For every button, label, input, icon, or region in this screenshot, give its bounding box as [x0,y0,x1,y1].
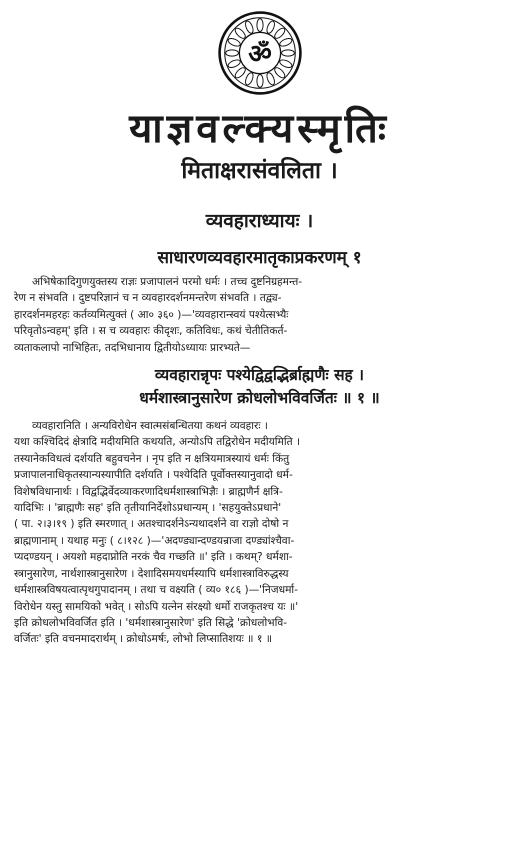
emblem-petal [281,50,294,56]
emblem-petal [278,37,292,48]
commentary-line: वर्जितः' इति वचनमादरार्थम् । क्रोधोऽमर्षः, लोभो लिप्सातिशयः ॥ १ ॥ [14,633,273,646]
emblem-petal [227,58,241,69]
chapter-heading: व्यवहाराध्यायः । [205,210,314,232]
emblem-petal [256,19,262,32]
intro-paragraph [14,274,505,356]
emblem-petal [243,20,254,34]
commentary-paragraph [14,418,505,648]
page-title: याज्ञवल्क्यस्मृतिः [129,106,390,152]
intro-line: अभिषेकादिगुणयुक्तस्य राज्ञः प्रजापालनं परमो धर्मः । तच्च दुष्टनिग्रहमन्त- [32,276,303,288]
om-glyph: ॐ [247,39,272,70]
emblem-petal [256,75,262,88]
emblem-container [14,0,505,96]
verse-line: धर्मशास्त्रानुसारेण क्रोधलोभविवर्जितः ॥ १ ॥ [139,389,380,408]
commentary-line: तस्यानेकविधत्वं दर्शयति बहुवचनेन । नृप इति न क्षत्रियमात्रस्यायं धर्मः किंतु [14,452,290,465]
emblem-petal [225,50,238,56]
commentary-line: ( पा. २।३।१९ ) इति स्मरणात् । अतश्चादर्शनेऽन्यथादर्शने वा राज्ञो दोषो न [14,518,289,531]
commentary-line: यथा कश्चिदिदं क्षेत्रादि मदीयमिति कथयति, अन्योऽपि तद्विरोधेन मदीयमिति । [14,436,301,449]
emblem-petal [278,58,292,69]
intro-line: रेण न संभवति । दुष्टपरिज्ञानं च न व्यवहारदर्शनमन्तरेण संभवति । तद्व्य- [14,292,282,305]
emblem-petal [265,72,276,86]
commentary-line: प्यदण्डयन् । अयशो महदाप्नोति नरकं चैव गच्छति ॥' इति । कथम्? धर्मशा- [14,551,293,564]
commentary-line: विरोधेन यस्तु सामयिको भवेत् । सोऽपि यत्नेन संरक्ष्यो धर्मो राजकृतश्च यः ॥' [14,600,299,613]
commentary-line: ब्राह्मणानाम् । यथाह मनुः ( ८।१२८ )—'अदण्ड्यान्दण्डयन्राजा दण्ड्यांश्चैवा- [14,534,295,547]
emblem-petal [243,72,254,86]
emblem-petal [227,37,241,48]
commentary-line: प्रजापालनाधिकृतस्यान्यस्यापीति दर्शयति । पश्येदिति पूर्वोक्तस्यानुवादो धर्म- [14,469,293,482]
intro-line: परिवृतोऽन्वहम्' इति । स च व्यवहारः कीदृशः, कतिविधः, कथं चेतीतिकर्त- [14,325,288,338]
commentary-line: स्त्रानुसारेण, नार्थशास्त्रानुसारेण । देशादिसमयधर्मस्यापि धर्मशास्त्राविरुद्धस्य [14,567,289,580]
commentary-line: इति क्रोधलोभविवर्जित इति । 'धर्मशास्त्रानुसारेण' इति सिद्धे 'क्रोधलोभवि- [14,616,288,629]
commentary-line: विशेषविधानार्थः । विद्वद्भिर्वेदव्याकरणादिधर्मशास्त्राभिज्ञैः । ब्राह्मणैर्न क्षत्रि- [14,485,283,498]
emblem-petal [265,20,276,34]
page-subtitle: मिताक्षरासंवलिता । [181,158,338,184]
verse-line: व्यवहारान्नृपः पश्येद्विद्वद्भिर्ब्राह्मणैः सह । [154,366,365,385]
section-heading: साधारणव्यवहारमातृकाप्रकरणम् १ [157,248,362,268]
om-emblem-icon [217,10,303,96]
commentary-line: यादिभिः । 'ब्राह्मणैः सह' इति तृतीयानिर्देशोऽप्रधान्यम् । 'सहयुक्तेऽप्रधाने' [14,502,282,515]
intro-line: व्यताकलापो नाभिहितः, तदभिधानाय द्वितीयोऽध्यायः प्रारभ्यते— [14,341,251,354]
verse-block [14,364,505,410]
commentary-line: व्यवहारानिति । अन्यविरोधेन स्वात्मसंबन्धितया कथनं व्यवहारः । [32,420,268,433]
commentary-line: धर्मशास्त्रविषयत्वात्पृथगुपादानम् । तथा च वक्ष्यति ( व्य० १८६ )—'निजधर्मा- [14,584,298,597]
intro-line: हारदर्शनमहरहः कर्तव्यमित्युक्तं ( आ० ३६० )—'व्यवहारान्स्वयं पश्येत्सभ्यैः [14,308,289,321]
